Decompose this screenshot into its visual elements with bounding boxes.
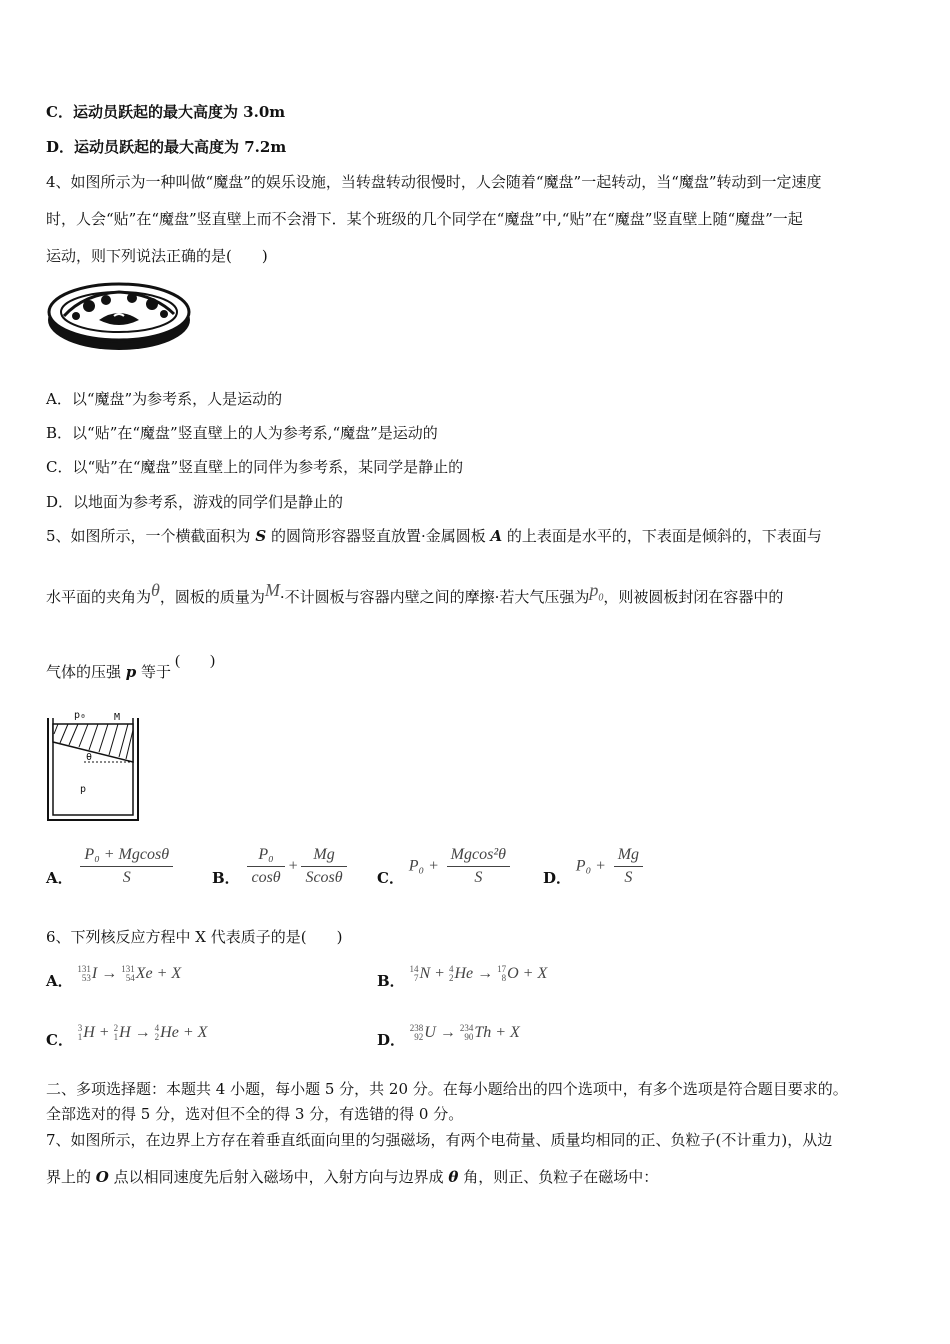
label-p: p bbox=[80, 784, 87, 795]
q4-option-c: C．以“贴”在“魔盘”竖直壁上的同伴为参考系，某同学是静止的 bbox=[46, 458, 464, 476]
cylinder-container-figure bbox=[44, 704, 144, 824]
magic-disc-figure bbox=[44, 276, 194, 356]
section2-heading-line2: 全部选对的得 5 分，选对但不全的得 3 分，有选错的得 0 分。 bbox=[46, 1105, 464, 1123]
q4-stem-line2: 时，人会“贴”在“魔盘”竖直壁上而不会滑下．某个班级的几个同学在“魔盘”中,“贴”在“魔盘”竖直壁上随“魔盘”一起 bbox=[46, 210, 803, 228]
q4-option-a: A．以“魔盘”为参考系，人是运动的 bbox=[46, 390, 283, 408]
q5-option-d: D． P₀ + $\frac{Mg}{S}$ bbox=[543, 844, 646, 889]
q5-stem-line3: 气体的压强 p 等于( ) bbox=[46, 653, 216, 681]
q5-option-a: A． $\frac{\text{P₀ + Mgcosθ}}{S}$ bbox=[46, 844, 176, 889]
q4-option-d: D．以地面为参考系，游戏的同学们是静止的 bbox=[46, 493, 344, 511]
section2-heading-line1: 二、多项选择题：本题共 4 小题，每小题 5 分，共 20 分。在每小题给出的四个选项中，有多个选项是符合题目要求的。 bbox=[46, 1080, 848, 1098]
label-M: M bbox=[114, 712, 121, 723]
q5-stem-line2: 水平面的夹角为θ，圆板的质量为M·不计圆板与容器内壁之间的摩擦·若大气压强为$p_0$，则被圆板封闭在容器中的 bbox=[46, 580, 784, 606]
q4-stem-line3: 运动，则下列说法正确的是( ) bbox=[46, 247, 268, 265]
q7-stem-line2: 界上的 O 点以相同速度先后射入磁场中，入射方向与边界成 θ 角，则正、负粒子在磁场中： bbox=[46, 1168, 659, 1186]
q6-option-a: A． 131 53 I → 131 54 Xe + X bbox=[46, 964, 182, 990]
q6-option-b: B． 14 7 N + 4 2 He → 17 8 O + X bbox=[377, 964, 548, 990]
label-p0: p₀ bbox=[74, 710, 87, 721]
q3-option-d: D．运动员跃起的最大高度为 7.2m bbox=[46, 138, 287, 156]
q5-stem-line1: 5、如图所示，一个横截面积为 S 的圆筒形容器竖直放置·金属圆板 A 的上表面是水平的，下表面是倾斜的，下表面与 bbox=[46, 527, 822, 545]
label-theta: θ bbox=[86, 752, 93, 763]
q4-option-b: B．以“贴”在“魔盘”竖直壁上的人为参考系,“魔盘”是运动的 bbox=[46, 424, 438, 442]
q5-option-c: C． P₀ + $\frac{\text{Mgcos²θ}}{S}$ bbox=[377, 844, 513, 889]
q6-option-d: D． 238 92 U → 234 90 Th + X bbox=[377, 1023, 520, 1049]
q6-option-c: C． 3 1 H + 2 1 H → 4 2 He + X bbox=[46, 1023, 208, 1049]
q5-option-b: B． $\frac{\text{P₀}}{\cos\theta}$ + $\frac{Mg}{Scos\theta}$ bbox=[212, 844, 350, 889]
q7-stem-line1: 7、如图所示，在边界上方存在着垂直纸面向里的匀强磁场，有两个电荷量、质量均相同的正、负粒子(不计重力)，从边 bbox=[46, 1131, 833, 1149]
q6-stem: 6、下列核反应方程中 X 代表质子的是( ) bbox=[46, 928, 343, 946]
q4-stem-line1: 4、如图所示为一种叫做“魔盘”的娱乐设施，当转盘转动很慢时，人会随着“魔盘”一起转动，当“魔盘”转动到一定速度 bbox=[46, 173, 822, 191]
q3-option-c: C．运动员跃起的最大高度为 3.0m bbox=[46, 103, 286, 121]
